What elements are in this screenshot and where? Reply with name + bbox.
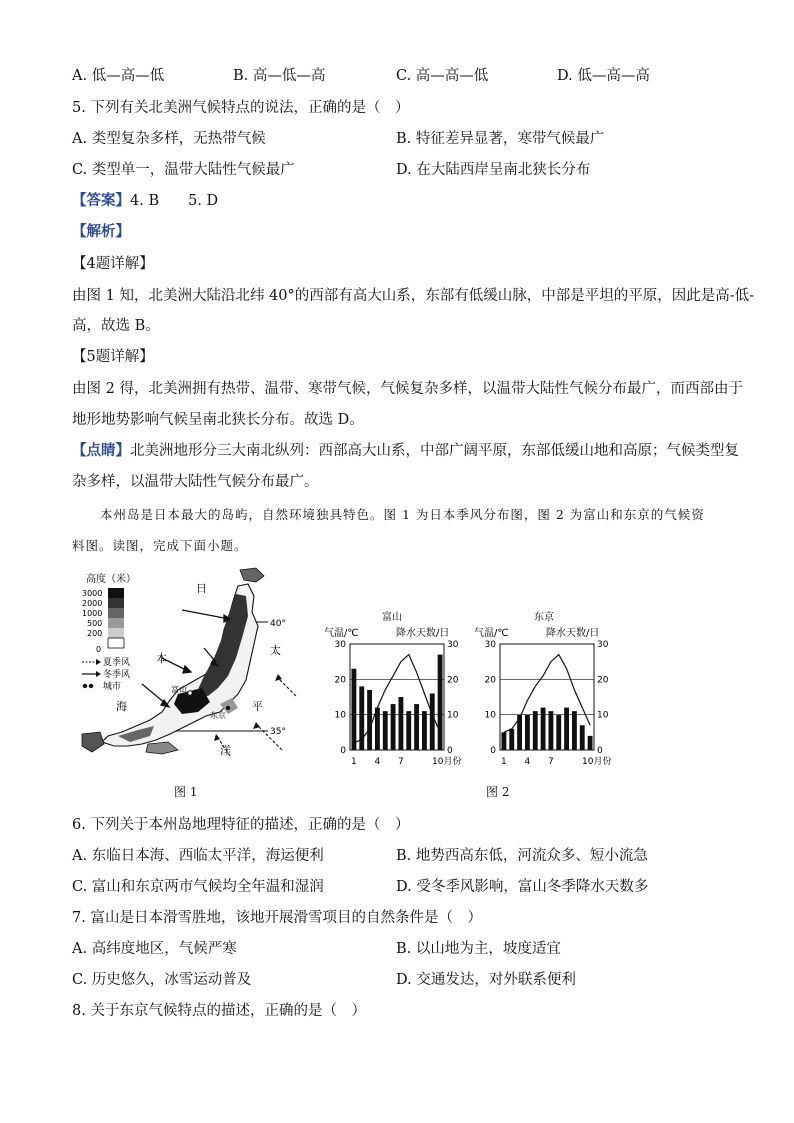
sea-label-hai: 海 [116,700,127,713]
toyama-xtick: 7 [398,757,404,766]
figure-1-map [78,566,310,760]
toyama-ytick-right: 20 [447,675,459,686]
tokyo-bar [509,729,514,750]
ocean-label-yang: 洋 [220,744,231,757]
q7-option-c: C. 历史悠久，冰雪运动普及 [72,972,252,988]
legend-level-500: 500 [87,619,103,628]
legend-level-2000: 2000 [82,599,103,608]
tokyo-ytick-right: 30 [597,640,609,650]
legend-title: 高度（米） [86,574,136,585]
toyama-bar [398,697,403,750]
lat-label-40: 40° [270,619,286,629]
q4-detail-line2: 高，故选 B。 [72,318,160,334]
legend-level-1000: 1000 [82,609,103,618]
sea-label-ri: 日 [196,582,207,595]
tokyo-rain-label: 降水天数/日 [546,628,600,639]
toyama-bar [430,693,435,750]
legend-swatch-2000 [108,598,124,608]
hokkaido-tip [240,568,264,582]
city-toyama-label: 富山 [171,685,187,694]
q7-option-a: A. 高纬度地区，气候严寒 [72,941,237,957]
analysis-tag: 【解析】 [72,223,130,240]
intro-line1: 本州岛是日本最大的岛屿，自然环境独具特色。图 1 为日本季风分布图，图 2 为富山和东京的气候资 [100,507,705,522]
answer-line [72,191,218,211]
tokyo-bar [564,708,569,750]
tokyo-temp-label: 气温/℃ [474,628,509,639]
toyama-ytick-right: 10 [447,710,459,721]
toyama-temp-line [354,655,440,743]
legend-city: 城市 [103,682,122,692]
ocean-label-tai: 太 [270,644,281,657]
city-tokyo-dot-icon [226,706,230,710]
toyama-month-label: 10月份 [432,757,462,766]
tokyo-xtick: 4 [524,757,531,766]
tokyo-bar [541,708,546,750]
toyama-plot-area [334,640,462,766]
q4-detail-line1: 由图 1 知，北美洲大陆沿北纬 40°的西部有高大山系，东部有低缓山脉，中部是平坦的平原，因此是高-低- [72,288,755,304]
tokyo-bar [525,715,530,750]
legend-swatch-1000 [108,608,124,618]
tokyo-ytick-left: 30 [484,640,496,650]
q5-stem: 5. 下列有关北美洲气候特点的说法，正确的是（ ） [72,100,410,116]
q6-option-c: C. 富山和东京两市气候均全年温和湿润 [72,879,324,895]
city-tokyo-label: 东京 [210,711,226,720]
figure-1-caption: 图 1 [174,785,198,799]
legend-winter: 冬季风 [103,670,131,680]
tip-text-1: 北美洲地形分三大南北纵列：西部高大山系，中部广阔平原，东部低缓山地和高原；气候类型复 [130,443,739,459]
tip-line2: 杂多样，以温带大陆性气候分布最广。 [72,474,319,490]
tokyo-temp-line [504,655,590,733]
legend-swatch-3000 [108,588,124,598]
q7-option-b: B. 以山地为主，坡度适宜 [396,941,561,957]
tokyo-xtick: 7 [548,757,554,766]
city-toyama-dot-icon [188,691,192,695]
toyama-bar [438,655,443,750]
figure-2-caption: 图 2 [486,785,510,799]
toyama-bar [351,669,356,750]
tokyo-ytick-right: 10 [597,710,609,721]
legend-swatch-200 [108,628,124,638]
tokyo-ytick-left: 20 [484,675,496,686]
toyama-temp-label: 气温/℃ [324,628,359,639]
q5-option-a: A. 类型复杂多样，无热带气候 [72,131,266,147]
tokyo-ytick-right: 0 [597,746,603,756]
toyama-title: 富山 [382,612,402,623]
legend-swatch-500 [108,618,124,628]
answer-text: 4. B 5. D [130,193,219,209]
q5-option-b: B. 特征差异显著，寒带气候最广 [396,131,605,147]
legend-swatch-0 [108,638,124,648]
legend-level-0: 0 [96,645,102,654]
toyama-bar [406,711,411,750]
legend-level-200: 200 [87,629,103,638]
analysis-line [72,222,130,242]
q4-detail-tag: 【4题详解】 [72,256,154,272]
tokyo-plot-area [484,640,612,766]
q5-detail-tag: 【5题详解】 [72,349,154,365]
tip-tag: 【点睛】 [72,442,130,459]
q4-option-c: C. 高—高—低 [396,68,489,84]
toyama-ytick-left: 0 [340,746,346,756]
q5-option-d: D. 在大陆西岸呈南北狭长分布 [396,162,591,178]
lat-label-35: 35° [270,727,286,737]
toyama-bar [383,711,388,750]
tokyo-climate-chart [472,604,622,766]
tokyo-bar [501,732,506,750]
tokyo-bar [556,715,561,750]
sea-label-ben: 本 [156,652,167,665]
ocean-label-ping: 平 [252,700,263,713]
tokyo-title: 东京 [534,612,554,623]
tokyo-bar [580,725,585,750]
legend-level-3000: 3000 [82,589,103,598]
tokyo-bar [588,736,593,750]
q6-stem: 6. 下列关于本州岛地理特征的描述，正确的是（ ） [72,817,410,833]
intro-line2: 料图。读图，完成下面小题。 [72,538,248,553]
toyama-climate-chart [322,604,472,766]
toyama-bar [414,704,419,750]
toyama-bar [367,690,372,750]
q7-option-d: D. 交通发达，对外联系便利 [396,972,576,988]
toyama-ytick-right: 30 [447,640,459,650]
answer-tag: 【答案】 [72,192,130,209]
q6-option-a: A. 东临日本海、西临太平洋，海运便利 [72,848,324,864]
tokyo-bar [548,711,553,750]
legend-winter-arrowhead-icon [96,671,101,677]
q4-option-a: A. 低—高—低 [72,68,165,84]
q6-option-d: D. 受冬季风影响，富山冬季降水天数多 [396,879,649,895]
q5-detail-line1: 由图 2 得，北美洲拥有热带、温带、寒带气候，气候复杂多样，以温带大陆性气候分布最广，而西部由于 [72,381,743,397]
toyama-ytick-left: 10 [334,710,346,721]
kyushu-outline [82,732,104,752]
q6-option-b: B. 地势西高东低，河流众多、短小流急 [396,848,648,864]
toyama-ytick-left: 30 [334,640,346,650]
q5-option-c: C. 类型单一，温带大陆性气候最广 [72,162,295,178]
shikoku-outline [146,742,178,754]
legend-city-dot-icon [83,684,87,688]
toyama-ytick-left: 20 [334,675,346,686]
toyama-xtick: 4 [374,757,381,766]
tokyo-xtick: 1 [501,757,507,766]
q8-stem: 8. 关于东京气候特点的描述，正确的是（ ） [72,1003,366,1019]
legend-city-dot-icon-2 [89,684,93,688]
q7-stem: 7. 富山是日本滑雪胜地，该地开展滑雪项目的自然条件是（ ） [72,910,482,926]
tokyo-bar [572,711,577,750]
toyama-xtick: 1 [351,757,357,766]
q4-option-d: D. 低—高—高 [557,68,650,84]
legend-summer: 夏季风 [103,658,131,668]
toyama-rain-label: 降水天数/日 [396,628,450,639]
q4-option-b: B. 高—低—高 [233,68,326,84]
tokyo-ytick-right: 20 [597,675,609,686]
toyama-bar [375,708,380,750]
tokyo-month-label: 10月份 [582,757,612,766]
toyama-bar [391,704,396,750]
q5-detail-line2: 地形地势影响气候呈南北狭长分布。故选 D。 [72,412,364,428]
toyama-ytick-right: 0 [447,746,453,756]
legend-summer-arrowhead-icon [96,659,101,665]
toyama-bar [422,711,427,750]
tip-line1 [72,441,739,461]
tokyo-ytick-left: 0 [490,746,496,756]
tokyo-ytick-left: 10 [484,710,496,721]
tokyo-bar [533,711,538,750]
